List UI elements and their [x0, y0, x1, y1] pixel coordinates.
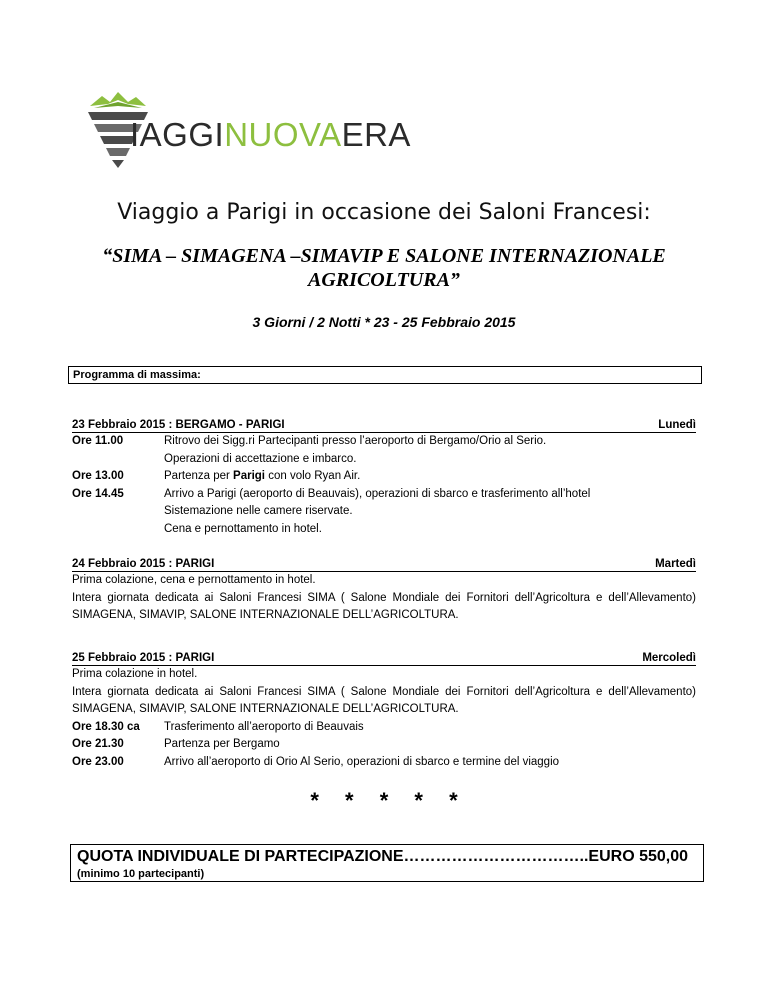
- schedule-time: Ore 18.30 ca: [72, 720, 140, 733]
- schedule-text-bold: Parigi: [233, 470, 266, 482]
- page-title: Viaggio a Parigi in occasione dei Saloni Francesi:: [117, 200, 651, 225]
- star: *: [379, 788, 389, 813]
- separator-stars: [0, 788, 768, 814]
- logo-text-3: ERA: [341, 116, 411, 153]
- price-line: QUOTA INDIVIDUALE DI PARTECIPAZIONE……………………………..EURO 550,00: [77, 848, 689, 865]
- day-heading: 23 Febbraio 2015 : BERGAMO - PARIGI: [72, 419, 285, 431]
- schedule-row: [72, 451, 696, 469]
- subtitle-line-1: “SIMA – SIMAGENA –SIMAVIP E SALONE INTERNAZIONALE: [102, 245, 666, 267]
- logo-wordmark: [130, 116, 411, 154]
- schedule-text: Sistemazione nelle camere riservate.: [164, 505, 353, 517]
- schedule-time: Ore 23.00: [72, 755, 124, 768]
- day-weekday: Martedì: [655, 558, 696, 570]
- day-section-2: [72, 557, 696, 625]
- day-paragraph: Prima colazione in hotel.: [72, 668, 198, 680]
- schedule-row: [72, 521, 696, 539]
- subtitle-line-2: AGRICOLTURA”: [308, 269, 460, 291]
- schedule-row: [72, 468, 696, 486]
- programma-box: Programma di massima:: [68, 366, 702, 384]
- price-note: (minimo 10 partecipanti): [77, 868, 205, 880]
- day-section-1: [72, 418, 696, 538]
- schedule-row: [72, 754, 696, 772]
- logo: [88, 88, 418, 168]
- schedule-time: Ore 11.00: [72, 435, 124, 447]
- schedule-text: Arrivo a Parigi (aeroporto di Beauvais), operazioni di sbarco e trasferimento all’hotel: [164, 487, 591, 500]
- schedule-time: Ore 21.30: [72, 738, 124, 750]
- day-heading: 25 Febbraio 2015 : PARIGI: [72, 652, 215, 664]
- star: *: [414, 788, 423, 813]
- day-weekday: Lunedì: [658, 419, 696, 431]
- day-paragraph: Intera giornata dedicata ai Saloni Francesi SIMA ( Salone Mondiale dei Fornitori dell’Agricoltura e dell’Allevamento) SIMAGENA, SIMAVIP, SALONE INTERNAZIONALE DELL’AGRICOLTURA.: [72, 685, 696, 715]
- day-header: [72, 651, 696, 666]
- schedule-text: Partenza per Bergamo: [164, 738, 280, 750]
- day-weekday: Mercoledì: [642, 652, 696, 664]
- star: *: [449, 788, 458, 813]
- schedule-row: [72, 736, 696, 754]
- event-subtitle: [70, 244, 698, 292]
- star: *: [345, 788, 354, 813]
- schedule-time: Ore 14.45: [72, 487, 124, 500]
- schedule-time: [72, 451, 164, 469]
- day-paragraph: Intera giornata dedicata ai Saloni Francesi SIMA ( Salone Mondiale dei Fornitori dell’Agricoltura e dell’Allevamento) SIMAGENA, SIMAVIP, SALONE INTERNAZIONALE DELL’AGRICOLTURA.: [72, 591, 696, 621]
- price-box: [70, 844, 704, 882]
- schedule-time: [72, 503, 164, 521]
- schedule-text: Cena e pernottamento in hotel.: [164, 522, 322, 535]
- day-header: [72, 418, 696, 433]
- schedule-row: [72, 503, 696, 521]
- schedule-text: [164, 468, 696, 486]
- day-header: [72, 557, 696, 572]
- schedule-text: Trasferimento all’aeroporto di Beauvais: [164, 720, 364, 733]
- trip-duration: 3 Giorni / 2 Notti * 23 - 25 Febbraio 2015: [252, 314, 516, 330]
- schedule-text-part: Partenza per: [164, 470, 234, 482]
- schedule-text-part: con volo Ryan Air.: [265, 470, 361, 482]
- logo-text-2: NUOVA: [224, 116, 342, 153]
- schedule-time: Ore 13.00: [72, 470, 124, 482]
- schedule-row: [72, 719, 696, 737]
- schedule-time: [72, 521, 164, 539]
- schedule-row: [72, 486, 696, 504]
- schedule-text: Operazioni di accettazione e imbarco.: [164, 452, 357, 465]
- star: *: [310, 788, 319, 813]
- day-heading: 24 Febbraio 2015 : PARIGI: [72, 558, 215, 570]
- schedule-text: Arrivo all’aeroporto di Orio Al Serio, operazioni di sbarco e termine del viaggio: [164, 755, 560, 768]
- day-paragraph: Prima colazione, cena e pernottamento in hotel.: [72, 574, 316, 586]
- schedule-row: [72, 433, 696, 451]
- day-section-3: [72, 651, 696, 771]
- logo-text-1: IAGGI: [130, 116, 225, 153]
- schedule-text: Ritrovo dei Sigg.ri Partecipanti presso l’aeroporto di Bergamo/Orio al Serio.: [164, 435, 547, 447]
